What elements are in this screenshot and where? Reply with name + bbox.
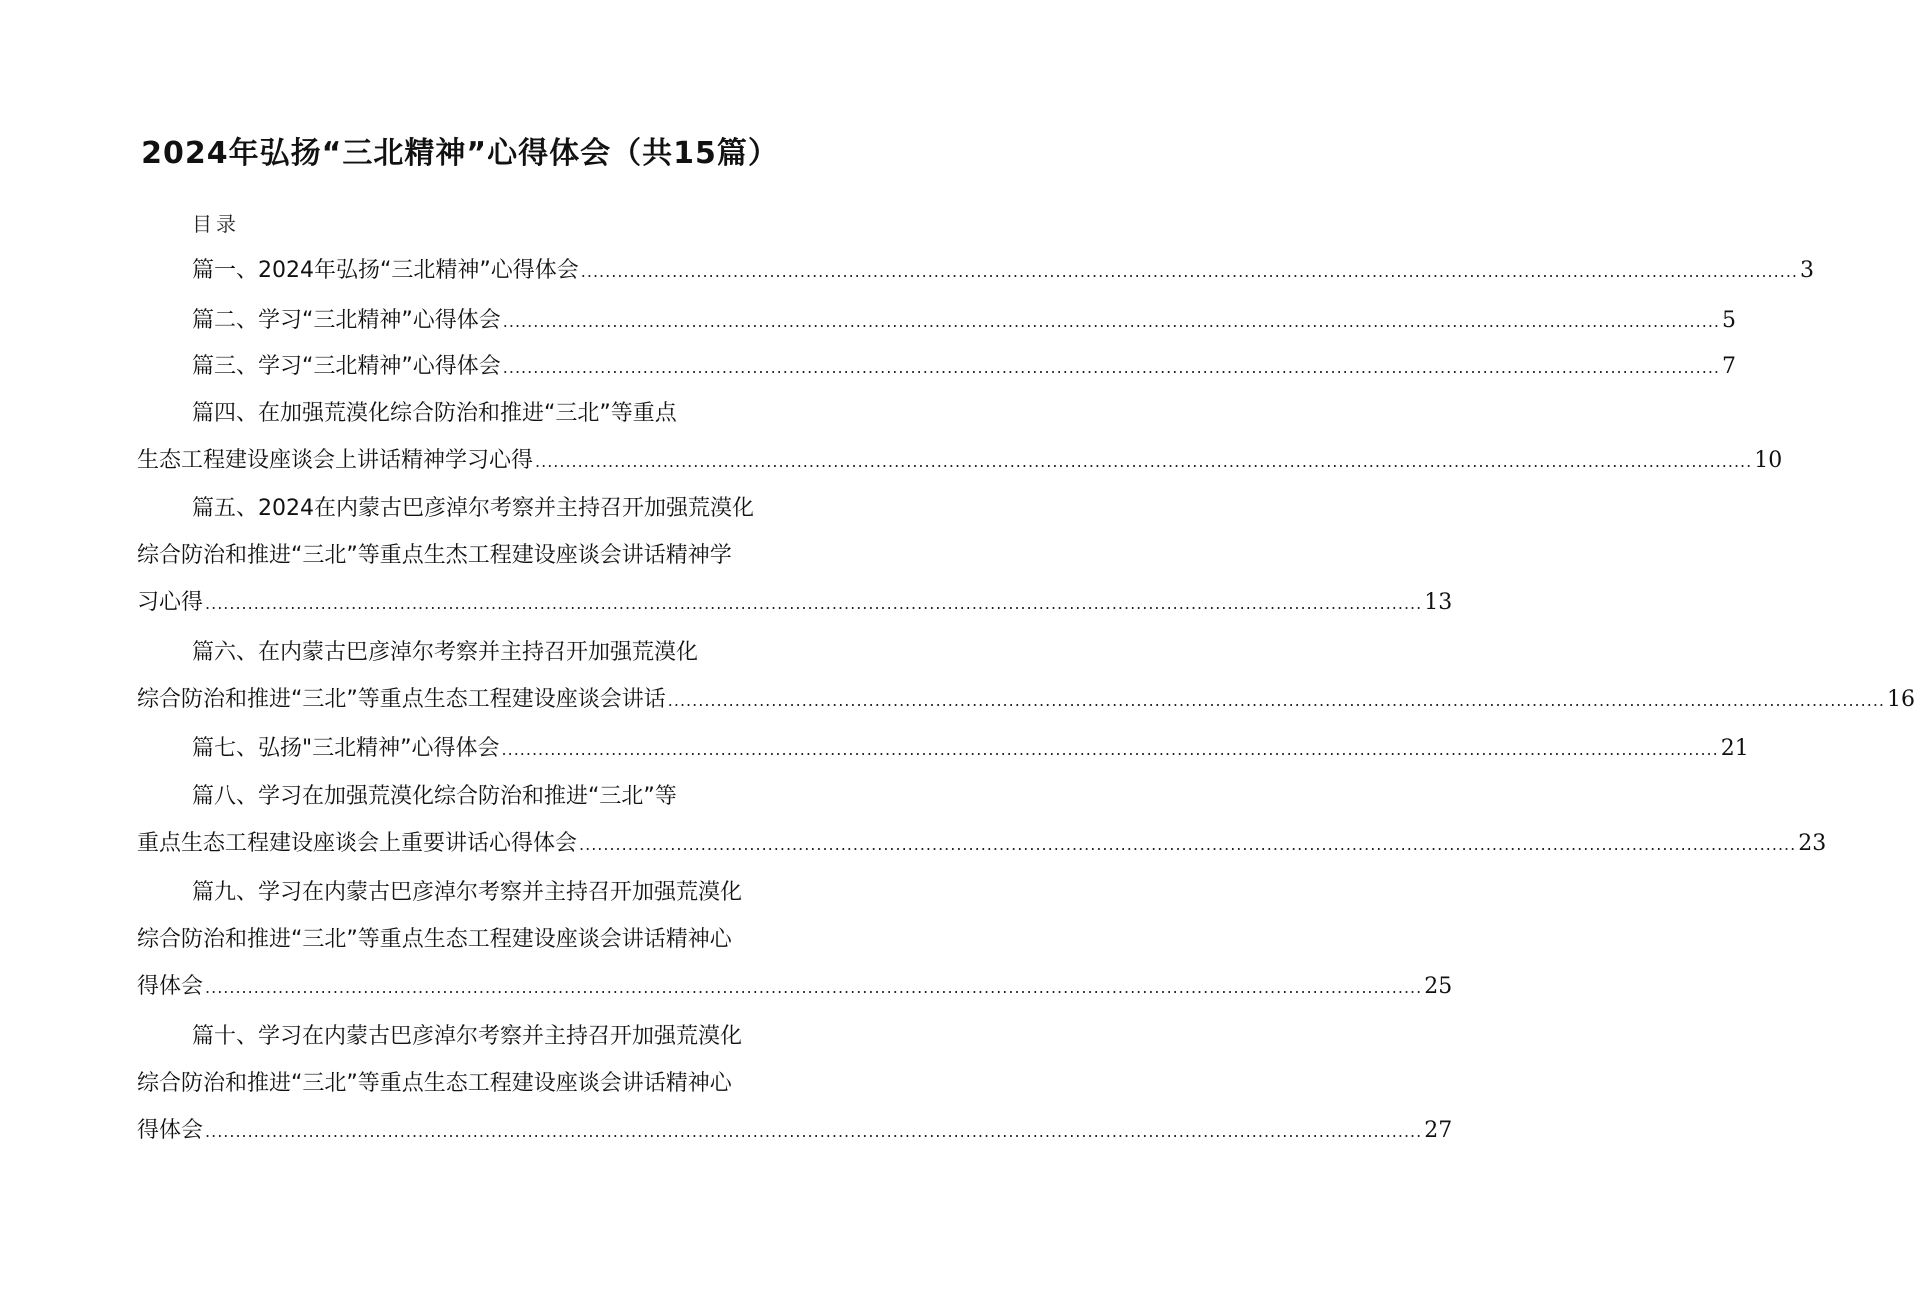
toc-entry-9[interactable] xyxy=(137,971,1453,1003)
toc-entry-text: 综合防治和推进“三北”等重点生态工程建设座谈会讲话 xyxy=(137,687,666,712)
toc-entry-9-line xyxy=(137,924,780,956)
toc-entry-6-line xyxy=(192,637,780,669)
toc-entry-text: 篇二、学习“三北精神”心得体会 xyxy=(192,308,501,333)
toc-entry-4[interactable] xyxy=(137,445,1783,477)
toc-leader-dots: ........................................................................................................................................................................................................ xyxy=(205,978,1423,997)
toc-entry-text: 篇七、弘扬"三北精神”心得体会 xyxy=(192,736,500,761)
toc-entry-text: 篇十、学习在内蒙古巴彦淖尔考察并主持召开加强荒漠化 xyxy=(192,1024,743,1049)
toc-entry-10-line xyxy=(192,1021,780,1053)
toc-entry-1[interactable] xyxy=(192,255,1814,287)
toc-entry-text: 习心得 xyxy=(137,590,204,615)
toc-leader-dots: ........................................................................................................................................................................................................ xyxy=(501,740,1719,759)
toc-leader-dots: ........................................................................................................................................................................................................ xyxy=(205,594,1423,613)
toc-entry-10[interactable] xyxy=(137,1115,1453,1147)
toc-page-number: 23 xyxy=(1798,831,1827,856)
toc-leader-dots: ........................................................................................................................................................................................................ xyxy=(580,262,1798,281)
document-title: 2024年弘扬“三北精神”心得体会（共15篇） xyxy=(141,136,779,171)
toc-leader-dots: ........................................................................................................................................................................................................ xyxy=(579,835,1797,854)
toc-entry-5-line xyxy=(137,540,780,572)
toc-page-number: 16 xyxy=(1886,687,1915,712)
toc-leader-dots: ........................................................................................................................................................................................................ xyxy=(502,358,1720,377)
toc-page-number: 21 xyxy=(1720,736,1749,761)
toc-entry-text: 生态工程建设座谈会上讲话精神学习心得 xyxy=(137,448,534,473)
toc-page-number: 13 xyxy=(1424,590,1453,615)
toc-entry-7[interactable] xyxy=(192,733,1749,765)
toc-entry-text: 综合防治和推进“三北”等重点生态工程建设座谈会讲话精神心 xyxy=(137,1071,732,1096)
toc-entry-10-line xyxy=(137,1068,780,1100)
toc-entry-text: 篇八、学习在加强荒漠化综合防治和推进“三北”等 xyxy=(192,784,677,809)
toc-entry-text: 得体会 xyxy=(137,974,204,999)
toc-entry-text: 篇一、2024年弘扬“三北精神”心得体会 xyxy=(192,258,579,283)
toc-entry-text: 综合防治和推进“三北”等重点生态工程建设座谈会讲话精神心 xyxy=(137,927,732,952)
toc-entry-8-line xyxy=(192,781,780,813)
toc-page-number: 3 xyxy=(1799,258,1814,283)
toc-entry-text: 综合防治和推进“三北”等重点生杰工程建设座谈会讲话精神学 xyxy=(137,543,732,568)
toc-page-number: 7 xyxy=(1721,354,1736,379)
toc-page-number: 10 xyxy=(1754,448,1783,473)
toc-entry-3[interactable] xyxy=(192,351,1736,383)
toc-entry-text: 篇三、学习“三北精神”心得体会 xyxy=(192,354,501,379)
toc-entry-5[interactable] xyxy=(137,587,1453,619)
toc-entry-6[interactable] xyxy=(137,684,1915,716)
toc-entry-text: 重点生态工程建设座谈会上重要讲话心得体会 xyxy=(137,831,578,856)
toc-entry-text: 得体会 xyxy=(137,1118,204,1143)
toc-entry-text: 篇六、在内蒙古巴彦淖尔考察并主持召开加强荒漠化 xyxy=(192,640,699,665)
toc-entry-text: 篇九、学习在内蒙古巴彦淖尔考察并主持召开加强荒漠化 xyxy=(192,880,743,905)
toc-page-number: 27 xyxy=(1424,1118,1453,1143)
toc-leader-dots: ........................................................................................................................................................................................................ xyxy=(205,1122,1423,1141)
toc-entry-4-line xyxy=(192,398,780,430)
toc-entry-2[interactable] xyxy=(192,305,1736,337)
toc-page-number: 5 xyxy=(1721,308,1736,333)
toc-leader-dots: ........................................................................................................................................................................................................ xyxy=(667,691,1885,710)
toc-entry-8[interactable] xyxy=(137,828,1827,860)
toc-entry-5-line xyxy=(192,493,780,525)
toc-entry-text: 篇五、2024在内蒙古巴彦淖尔考察并主持召开加强荒漠化 xyxy=(192,496,754,521)
toc-entry-text: 篇四、在加强荒漠化综合防治和推进“三北”等重点 xyxy=(192,401,677,426)
toc-leader-dots: ........................................................................................................................................................................................................ xyxy=(535,452,1753,471)
toc-leader-dots: ........................................................................................................................................................................................................ xyxy=(502,312,1720,331)
toc-heading: 目录 xyxy=(192,212,240,236)
toc-page-number: 25 xyxy=(1424,974,1453,999)
toc-entry-9-line xyxy=(192,877,780,909)
